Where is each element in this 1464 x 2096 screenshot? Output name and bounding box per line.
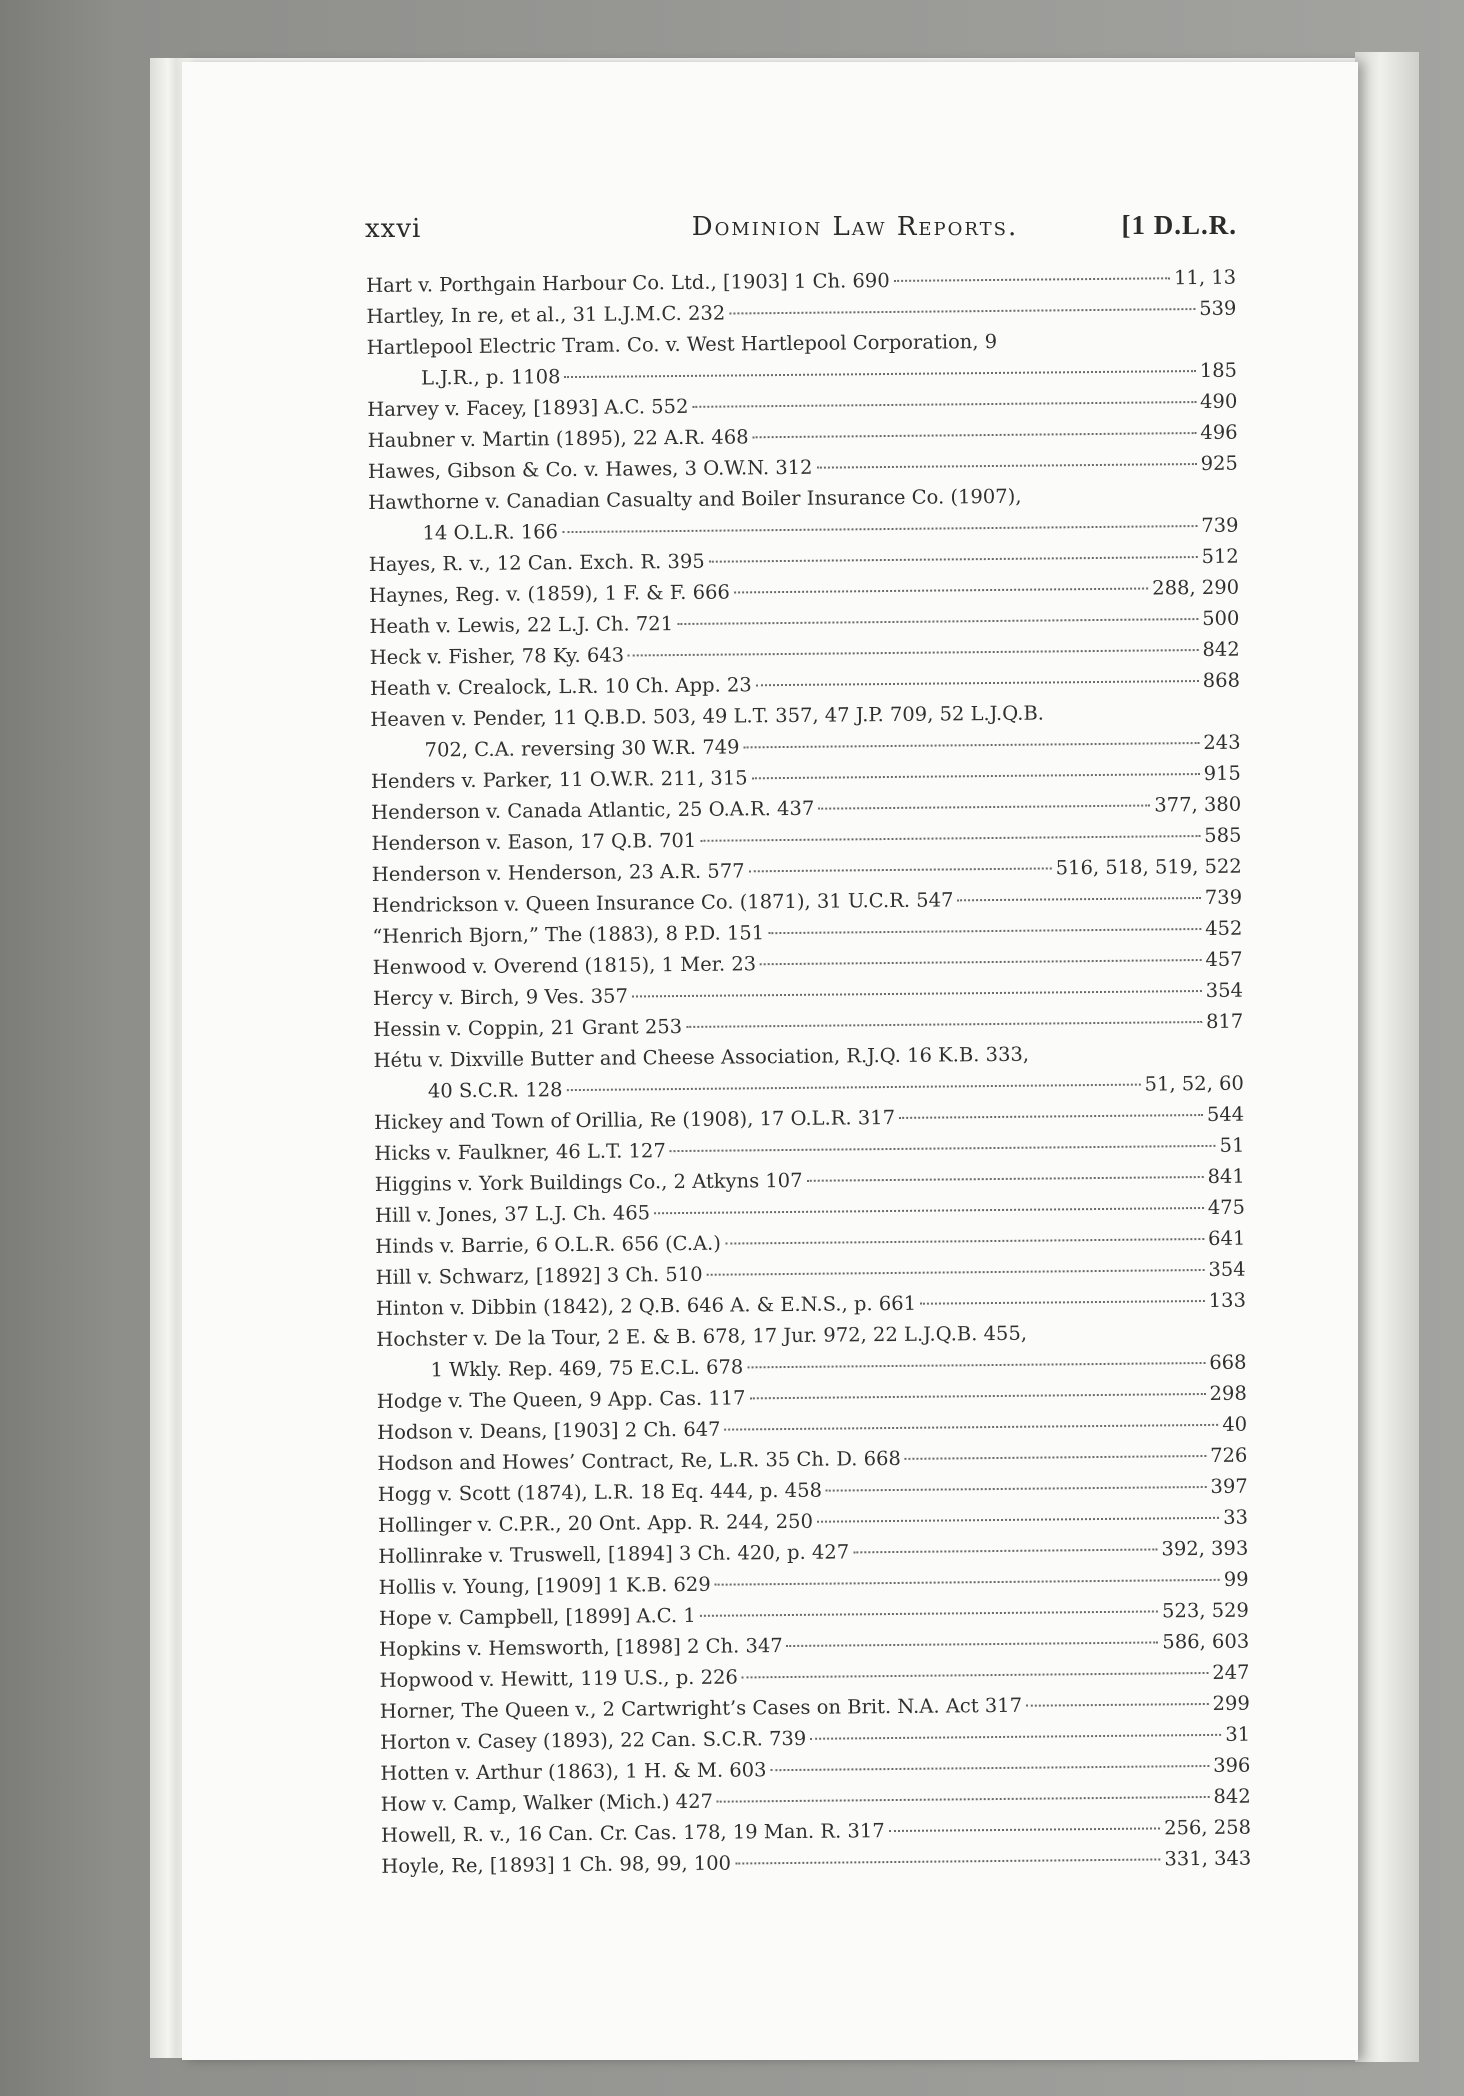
page-reference: 99 bbox=[1223, 1567, 1249, 1591]
case-citation: Hotten v. Arthur (1863), 1 H. & M. 603 bbox=[380, 1758, 767, 1785]
page-reference: 668 bbox=[1209, 1350, 1247, 1374]
page-reference: 726 bbox=[1210, 1443, 1248, 1467]
dot-leader bbox=[628, 649, 1198, 656]
case-citation: “Henrich Bjorn,” The (1883), 8 P.D. 151 bbox=[372, 921, 765, 948]
page-reference: 585 bbox=[1204, 823, 1242, 847]
case-citation: Hope v. Campbell, [1899] A.C. 1 bbox=[378, 1603, 696, 1630]
running-title: Dominion Law Reports. bbox=[691, 212, 1019, 242]
dot-leader bbox=[742, 1672, 1208, 1678]
case-citation: Hessin v. Coppin, 21 Grant 253 bbox=[373, 1015, 683, 1041]
dot-leader bbox=[700, 1610, 1158, 1616]
case-citation: Hodson v. Deans, [1903] 2 Ch. 647 bbox=[377, 1417, 721, 1444]
page-reference: 51 bbox=[1219, 1133, 1245, 1157]
dot-leader bbox=[768, 928, 1201, 934]
case-citation: Hickey and Town of Orillia, Re (1908), 17 O.L.R. 317 bbox=[374, 1105, 896, 1134]
case-citation: Horner, The Queen v., 2 Cartwright’s Cases on Brit. N.A. Act 317 bbox=[379, 1693, 1023, 1723]
dot-leader bbox=[729, 308, 1195, 314]
dot-leader bbox=[724, 1424, 1218, 1431]
case-citation: Harvey v. Facey, [1893] A.C. 552 bbox=[367, 394, 689, 421]
dot-leader bbox=[818, 804, 1150, 809]
dot-leader bbox=[566, 1084, 1140, 1092]
dot-leader bbox=[749, 867, 1052, 872]
dot-leader bbox=[743, 742, 1199, 748]
page-reference: 354 bbox=[1205, 978, 1244, 1002]
dot-leader bbox=[894, 277, 1170, 282]
book-gutter bbox=[1355, 52, 1419, 2062]
page-reference: 33 bbox=[1223, 1505, 1249, 1529]
page-reference: 523, 529 bbox=[1161, 1598, 1250, 1623]
page-reference: 739 bbox=[1204, 885, 1243, 909]
page-reference: 490 bbox=[1199, 389, 1238, 413]
dot-leader bbox=[735, 1858, 1160, 1864]
case-citation: Hawes, Gibson & Co. v. Hawes, 3 O.W.N. 312 bbox=[367, 455, 813, 483]
case-citation: Haubner v. Martin (1895), 22 A.R. 468 bbox=[367, 425, 749, 452]
dot-leader bbox=[899, 1114, 1203, 1119]
page-reference: 185 bbox=[1199, 358, 1238, 383]
dot-leader bbox=[715, 1579, 1220, 1586]
case-citation: Hicks v. Faulkner, 46 L.T. 127 bbox=[374, 1139, 666, 1165]
page-reference: 331, 343 bbox=[1164, 1846, 1252, 1871]
case-citation: Hartlepool Electric Tram. Co. v. West Hartlepool Corporation, 9 bbox=[366, 329, 998, 359]
dot-leader bbox=[787, 1641, 1159, 1647]
case-citation: L.J.R., p. 1108 bbox=[420, 365, 561, 390]
case-citation: Hill v. Schwarz, [1892] 3 Ch. 510 bbox=[375, 1262, 703, 1289]
page-reference: 392, 393 bbox=[1161, 1536, 1249, 1561]
page-reference: 288, 290 bbox=[1152, 575, 1240, 600]
page-number: xxvi bbox=[365, 214, 422, 244]
page-reference: 841 bbox=[1207, 1164, 1245, 1188]
case-citation: Haynes, Reg. v. (1859), 1 F. & F. 666 bbox=[369, 580, 730, 607]
case-citation: Hoyle, Re, [1893] 1 Ch. 98, 99, 100 bbox=[381, 1851, 732, 1878]
case-index bbox=[366, 262, 1251, 1882]
case-citation: Henderson v. Eason, 17 Q.B. 701 bbox=[371, 828, 697, 855]
dot-leader bbox=[564, 370, 1195, 378]
page-reference: 11, 13 bbox=[1173, 265, 1237, 290]
case-citation: Heck v. Fisher, 78 Ky. 643 bbox=[369, 643, 625, 669]
case-citation: Hinton v. Dibbin (1842), 2 Q.B. 646 A. & E.N.S., p. 661 bbox=[375, 1291, 917, 1320]
page-reference: 31 bbox=[1225, 1722, 1251, 1746]
page-reference: 298 bbox=[1209, 1381, 1247, 1405]
dot-leader bbox=[810, 1734, 1221, 1740]
case-citation: Hawthorne v. Canadian Casualty and Boiler Insurance Co. (1907), bbox=[368, 484, 1022, 514]
dot-leader bbox=[817, 1517, 1219, 1523]
page-reference: 544 bbox=[1206, 1102, 1245, 1126]
dot-leader bbox=[734, 588, 1148, 594]
page-reference: 243 bbox=[1203, 730, 1241, 754]
dot-leader bbox=[725, 1238, 1204, 1245]
page-reference: 516, 518, 519, 522 bbox=[1055, 854, 1242, 880]
case-citation: Hollinger v. C.P.R., 20 Ont. App. R. 244, 250 bbox=[377, 1509, 814, 1537]
page-reference: 842 bbox=[1213, 1784, 1251, 1808]
dot-leader bbox=[770, 1765, 1209, 1771]
index-entry bbox=[376, 1316, 1247, 1386]
dot-leader bbox=[920, 1300, 1205, 1305]
index-entry bbox=[368, 479, 1239, 549]
page-reference: 496 bbox=[1200, 420, 1238, 444]
page-reference: 377, 380 bbox=[1154, 792, 1242, 817]
page-reference: 299 bbox=[1212, 1691, 1250, 1715]
case-citation: Hogg v. Scott (1874), L.R. 18 Eq. 444, p. 458 bbox=[377, 1478, 823, 1506]
dot-leader bbox=[1026, 1703, 1209, 1707]
page-reference: 51, 52, 60 bbox=[1144, 1071, 1244, 1096]
case-citation: Hopwood v. Hewitt, 119 U.S., p. 226 bbox=[379, 1665, 738, 1692]
case-citation: Hodson and Howes’ Contract, Re, L.R. 35 Ch. D. 668 bbox=[377, 1446, 901, 1475]
index-entry bbox=[373, 1037, 1244, 1107]
case-citation: Hill v. Jones, 37 L.J. Ch. 465 bbox=[374, 1201, 651, 1227]
page-reference: 586, 603 bbox=[1162, 1629, 1250, 1654]
dot-leader bbox=[749, 1393, 1205, 1399]
page-reference: 457 bbox=[1205, 947, 1243, 971]
page-reference: 739 bbox=[1201, 513, 1239, 537]
dot-leader bbox=[670, 1145, 1216, 1152]
case-citation: 40 S.C.R. 128 bbox=[427, 1078, 563, 1103]
page-reference: 925 bbox=[1200, 451, 1239, 475]
case-citation: Hart v. Porthgain Harbour Co. Ltd., [1903] 1 Ch. 690 bbox=[366, 268, 890, 297]
dot-leader bbox=[677, 618, 1198, 625]
case-citation: Hinds v. Barrie, 6 O.L.R. 656 (C.A.) bbox=[375, 1231, 722, 1258]
dot-leader bbox=[760, 959, 1201, 965]
dot-leader bbox=[562, 525, 1197, 533]
dot-leader bbox=[753, 432, 1197, 438]
case-citation: Higgins v. York Buildings Co., 2 Atkyns 107 bbox=[374, 1168, 803, 1196]
page-reference: 475 bbox=[1207, 1195, 1246, 1219]
dot-leader bbox=[717, 1796, 1209, 1803]
page-reference: 641 bbox=[1207, 1226, 1246, 1250]
case-citation: Hollis v. Young, [1909] 1 K.B. 629 bbox=[378, 1572, 711, 1599]
volume-label: [1 D.L.R. bbox=[1121, 210, 1237, 240]
page-reference: 396 bbox=[1213, 1753, 1251, 1777]
case-citation: Hollinrake v. Truswell, [1894] 3 Ch. 420, p. 427 bbox=[378, 1540, 850, 1568]
case-citation: Horton v. Casey (1893), 22 Can. S.C.R. 739 bbox=[380, 1726, 807, 1754]
dot-leader bbox=[807, 1176, 1204, 1182]
case-citation: Hendrickson v. Queen Insurance Co. (1871), 31 U.C.R. 547 bbox=[371, 888, 954, 917]
page-reference: 500 bbox=[1202, 606, 1240, 630]
dot-leader bbox=[817, 463, 1197, 469]
dot-leader bbox=[686, 1021, 1202, 1028]
index-entry bbox=[367, 324, 1238, 394]
case-citation: Hayes, R. v., 12 Can. Exch. R. 395 bbox=[368, 549, 705, 576]
case-citation: Henders v. Parker, 11 O.W.R. 211, 315 bbox=[370, 766, 748, 793]
case-citation: Hodge v. The Queen, 9 App. Cas. 117 bbox=[376, 1386, 746, 1413]
page-reference: 40 bbox=[1222, 1412, 1248, 1436]
dot-leader bbox=[826, 1486, 1207, 1492]
dot-leader bbox=[654, 1207, 1204, 1214]
page-reference: 397 bbox=[1210, 1474, 1248, 1498]
case-citation: Howell, R. v., 16 Can. Cr. Cas. 178, 19 Man. R. 317 bbox=[380, 1819, 885, 1847]
dot-leader bbox=[632, 990, 1202, 997]
page-reference: 915 bbox=[1203, 761, 1241, 785]
case-citation: Henderson v. Canada Atlantic, 25 O.A.R. 437 bbox=[371, 796, 815, 824]
case-citation: Heaven v. Pender, 11 Q.B.D. 503, 49 L.T. 357, 47 J.P. 709, 52 L.J.Q.B. bbox=[370, 701, 1045, 731]
dot-leader bbox=[707, 1269, 1205, 1276]
page-reference: 512 bbox=[1201, 544, 1239, 568]
case-citation: Hartley, In re, et al., 31 L.J.M.C. 232 bbox=[366, 301, 726, 328]
case-citation: Henderson v. Henderson, 23 A.R. 577 bbox=[371, 859, 745, 886]
page-reference: 539 bbox=[1199, 296, 1237, 321]
page-reference: 247 bbox=[1212, 1660, 1250, 1684]
page-header bbox=[365, 208, 1237, 248]
case-citation: Hochster v. De la Tour, 2 E. & B. 678, 17 Jur. 972, 22 L.J.Q.B. 455, bbox=[376, 1321, 1028, 1351]
dot-leader bbox=[700, 835, 1200, 842]
index-entry bbox=[370, 696, 1241, 766]
dot-leader bbox=[889, 1827, 1160, 1832]
dot-leader bbox=[957, 897, 1200, 901]
dot-leader bbox=[905, 1455, 1206, 1460]
case-citation: Henwood v. Overend (1815), 1 Mer. 23 bbox=[372, 952, 757, 979]
case-citation: 702, C.A. reversing 30 W.R. 749 bbox=[424, 735, 740, 762]
dot-leader bbox=[747, 1362, 1205, 1368]
case-citation: Hopkins v. Hemsworth, [1898] 2 Ch. 347 bbox=[379, 1634, 783, 1661]
case-citation: Hercy v. Birch, 9 Ves. 357 bbox=[372, 984, 629, 1010]
case-citation: Heath v. Crealock, L.R. 10 Ch. App. 23 bbox=[369, 673, 752, 700]
case-citation: How v. Camp, Walker (Mich.) 427 bbox=[380, 1789, 714, 1816]
dot-leader bbox=[692, 401, 1196, 408]
page-reference: 452 bbox=[1205, 916, 1243, 940]
page-reference: 256, 258 bbox=[1164, 1815, 1252, 1840]
page-reference: 868 bbox=[1202, 668, 1241, 692]
case-citation: 1 Wkly. Rep. 469, 75 E.C.L. 678 bbox=[430, 1355, 744, 1382]
page-reference: 354 bbox=[1208, 1257, 1246, 1281]
page-reference: 133 bbox=[1208, 1288, 1247, 1312]
dot-leader bbox=[756, 680, 1199, 686]
case-citation: Hétu v. Dixville Butter and Cheese Association, R.J.Q. 16 K.B. 333, bbox=[373, 1042, 1030, 1072]
dot-leader bbox=[853, 1548, 1157, 1553]
dot-leader bbox=[709, 556, 1198, 563]
case-citation: Heath v. Lewis, 22 L.J. Ch. 721 bbox=[369, 612, 674, 638]
page-reference: 817 bbox=[1205, 1009, 1244, 1033]
case-citation: 14 O.L.R. 166 bbox=[422, 520, 559, 545]
page-reference: 842 bbox=[1202, 637, 1240, 661]
dot-leader bbox=[752, 773, 1200, 779]
